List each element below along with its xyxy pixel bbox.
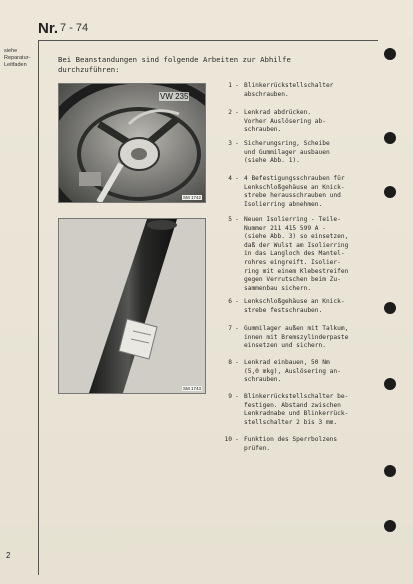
step-dash: - [235,140,239,147]
step-text: Blinkerrückstellschalter abschrauben. [244,82,334,98]
photo-label-vw235: VW 235 [160,92,189,101]
step-number: 2 [228,109,232,116]
step-text: Blinkerrückstellschalter be- festigen. Abstand zwischen Lenkradnabe und Blinkerrück- stellschalter 2 bis 3 mm. [244,393,349,426]
punch-hole-icon [384,48,396,60]
intro-text: Bei Beanstandungen sind folgende Arbeiten zur Abhilfe durchzuführen: [58,55,291,74]
punch-hole-icon [384,302,396,314]
steering-column-photo [58,218,206,394]
step-text: Lenkrad einbauen, 50 Nm (5,0 mkg), Auslösering an- schrauben. [244,359,341,384]
step-number: 8 [228,359,232,366]
step-text: Funktion des Sperrbolzens prüfen. [244,436,338,452]
step-dash: - [235,216,239,223]
steering-wheel-illustration [59,84,205,202]
page-number: 2 [6,551,11,560]
margin-rule [38,40,39,575]
header-issue-number: 7 - 74 [60,22,89,34]
step-number: 9 [228,393,232,400]
photo1-code: SM 1742 [182,195,201,200]
step-dash: - [235,82,239,89]
step-number: 7 [228,325,232,332]
punch-hole-icon [384,465,396,477]
step-dash: - [235,109,239,116]
header-rule [38,40,378,41]
step-number: 6 [228,298,232,305]
step-number: 1 [228,82,232,89]
step-text: Lenkschloßgehäuse an Knick- strebe festschrauben. [244,298,345,314]
steering-column-illustration [59,219,205,393]
punch-hole-icon [384,520,396,532]
step-text: Neuen Isolierring - Teile- Nummer 211 415 599 A - (siehe Abb. 3) so einsetzen, daß der Wulst am Isolierring in das Langloch des Mantel- rohres eingreift. Isolier- ring mit einem Klebestreifen gegen Verrutschen beim Zu- sammenbau sichern. [244,216,349,292]
step-dash: - [235,436,239,443]
step-text: 4 Befestigungsschrauben für Lenkschloßgehäuse an Knick- strebe herausschrauben und Isolierring abnehmen. [244,175,345,208]
punch-hole-icon [384,132,396,144]
header-nr-label: Nr. [38,20,59,37]
punch-hole-icon [384,186,396,198]
side-note: siehe Reparatur- Leitfaden [4,48,31,68]
step-dash: - [235,325,239,332]
step-text: Lenkrad abdrücken. Vorher Auslösering ab- schrauben. [244,109,326,134]
photo2-code: SM 1743 [182,386,201,391]
step-number: 5 [228,216,232,223]
step-dash: - [235,175,239,182]
step-number: 4 [228,175,232,182]
step-dash: - [235,359,239,366]
step-dash: - [235,298,239,305]
step-text: Sicherungsring, Scheibe und Gummilager ausbauen (siehe Abb. 1). [244,140,330,165]
step-number: 10 [224,436,232,443]
steering-wheel-photo [58,83,206,203]
step-text: Gummilager außen mit Talkum, innen mit Bremszylinderpaste einsetzen und sichern. [244,325,349,350]
step-dash: - [235,393,239,400]
step-number: 3 [228,140,232,147]
punch-hole-icon [384,378,396,390]
